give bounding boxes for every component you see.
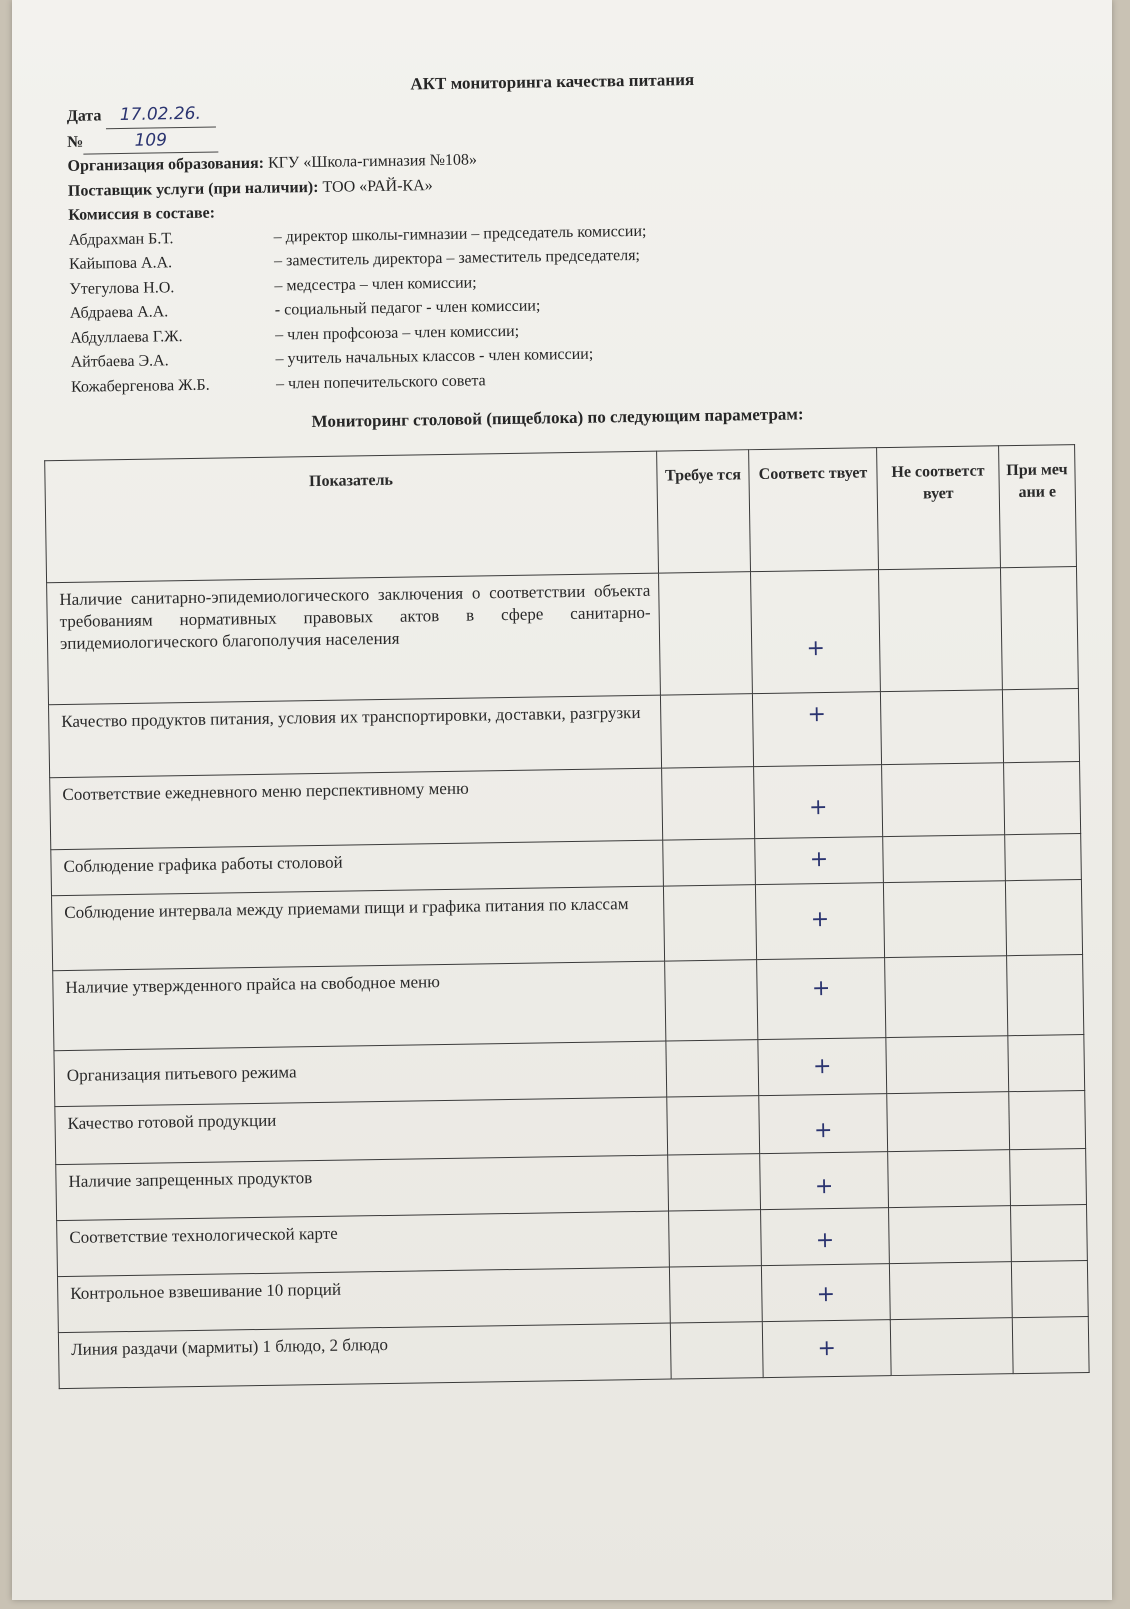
- member-role: – медсестра – член комиссии;: [274, 273, 477, 295]
- supplier-value: ТОО «РАЙ-КА»: [322, 176, 433, 196]
- member-role: – член попечительского совета: [275, 371, 486, 393]
- indicator-cell: Качество готовой продукции: [55, 1097, 668, 1165]
- required-cell: [669, 1210, 762, 1267]
- compliant-mark: +: [814, 1173, 834, 1200]
- compliant-mark: +: [812, 1053, 832, 1080]
- compliant-mark: +: [809, 846, 829, 873]
- noncompliant-cell: [890, 1318, 1013, 1376]
- note-cell: [1007, 955, 1084, 1036]
- compliant-cell: [751, 570, 881, 694]
- required-cell: [666, 1040, 759, 1097]
- noncompliant-cell: [885, 956, 1008, 1038]
- document-meta: [67, 90, 972, 400]
- indicator-cell: Соответствие ежедневного меню перспективному меню: [50, 768, 663, 850]
- noncompliant-cell: [889, 1206, 1012, 1264]
- document-title: АКТ мониторинга качества питания: [410, 70, 695, 94]
- compliant-mark: +: [811, 975, 831, 1002]
- required-cell: [670, 1322, 763, 1379]
- indicator-cell: Организация питьевого режима: [54, 1041, 667, 1107]
- header-required: Требуе тся: [657, 450, 751, 573]
- member-name: Абдраева А.А.: [69, 303, 169, 322]
- compliant-cell: [759, 1094, 888, 1154]
- compliant-mark: +: [808, 795, 828, 821]
- member-name: Утегулова Н.О.: [69, 278, 175, 298]
- compliant-cell: [760, 1152, 889, 1210]
- note-cell: [1000, 567, 1078, 690]
- note-cell: [1005, 834, 1082, 881]
- member-role: – член профсоюза – член комиссии;: [275, 322, 520, 344]
- date-label: Дата: [66, 107, 102, 125]
- commission-members: [69, 214, 972, 400]
- organization-value: КГУ «Школа-гимназия №108»: [267, 151, 478, 172]
- required-cell: [659, 572, 753, 695]
- required-cell: [665, 960, 758, 1041]
- compliant-cell: [761, 1208, 890, 1266]
- noncompliant-cell: [886, 1036, 1009, 1094]
- note-cell: [1008, 1035, 1085, 1092]
- required-cell: [663, 885, 756, 961]
- noncompliant-cell: [889, 1262, 1012, 1320]
- supplier-label: Поставщик услуги (при наличии):: [67, 178, 319, 200]
- organization-label: Организация образования:: [67, 154, 265, 175]
- section-title: Мониторинг столовой (пищеблока) по следующим параметрам:: [311, 404, 804, 432]
- compliant-cell: [754, 765, 883, 839]
- member-role: – заместитель директора – заместитель председателя;: [273, 246, 641, 270]
- indicator-cell: Соблюдение интервала между приемами пищи и графика питания по классам: [52, 886, 665, 971]
- member-role: – учитель начальных классов - член комиссии;: [275, 345, 594, 368]
- compliant-mark: +: [816, 1281, 836, 1308]
- compliant-mark: +: [810, 906, 830, 933]
- note-cell: [1005, 880, 1082, 956]
- paper-sheet: [12, 0, 1112, 1600]
- noncompliant-cell: [878, 568, 1002, 692]
- compliant-cell: [758, 1038, 887, 1096]
- indicator-cell: Соответствие технологической карте: [57, 1211, 670, 1277]
- compliant-mark: +: [815, 1227, 835, 1254]
- table-row: [47, 567, 1079, 705]
- header-compliant: Соответс твует: [749, 448, 879, 572]
- number-value: 109: [83, 127, 218, 155]
- required-cell: [660, 694, 753, 768]
- monitoring-table: [44, 444, 1089, 1389]
- member-role: - социальный педагог - член комиссии;: [274, 297, 541, 319]
- header-noncompliant: Не соответст вует: [877, 446, 1001, 570]
- compliant-cell: [761, 1264, 890, 1322]
- note-cell: [1011, 1260, 1088, 1317]
- noncompliant-cell: [883, 835, 1006, 883]
- noncompliant-cell: [880, 690, 1003, 765]
- noncompliant-cell: [887, 1092, 1010, 1152]
- header-indicator: Показатель: [45, 451, 659, 583]
- number-label: №: [67, 133, 84, 151]
- note-cell: [1004, 762, 1081, 835]
- indicator-cell: Наличие утвержденного прайса на свободное меню: [53, 961, 666, 1051]
- table-header-row: [45, 445, 1077, 583]
- compliant-cell: [755, 837, 884, 885]
- document-content: [1, 0, 1126, 1609]
- indicator-cell: Линия раздачи (мармиты) 1 блюдо, 2 блюдо: [58, 1323, 671, 1389]
- required-cell: [662, 767, 755, 840]
- indicator-cell: Соблюдение графика работы столовой: [51, 840, 664, 896]
- compliant-cell: [762, 1320, 891, 1378]
- commission-label: Комиссия в составе:: [68, 204, 216, 224]
- member-name: Кожабергенова Ж.Б.: [70, 376, 210, 396]
- compliant-cell: [755, 883, 884, 960]
- header-note: При меч ани е: [999, 445, 1077, 568]
- indicator-cell: Наличие запрещенных продуктов: [56, 1155, 669, 1221]
- compliant-mark: +: [806, 636, 826, 662]
- required-cell: [667, 1096, 760, 1155]
- member-name: Абдуллаева Г.Ж.: [70, 327, 183, 347]
- compliant-cell: [752, 692, 881, 767]
- note-cell: [1009, 1090, 1086, 1149]
- note-cell: [1010, 1148, 1087, 1205]
- indicator-cell: Контрольное взвешивание 10 порций: [57, 1267, 670, 1333]
- noncompliant-cell: [883, 881, 1006, 958]
- member-role: – директор школы-гимназии – председатель комиссии;: [273, 222, 647, 246]
- required-cell: [669, 1266, 762, 1323]
- member-name: Айтбаева Э.А.: [70, 352, 169, 371]
- indicator-cell: Наличие санитарно-эпидемиологического заключения о соответствии объекта требованиям нормативных правовых актов в сфере санитарно-эпидемиологического благополучия населения: [47, 573, 661, 705]
- compliant-mark: +: [817, 1335, 837, 1362]
- required-cell: [663, 839, 756, 886]
- compliant-mark: +: [813, 1117, 833, 1144]
- note-cell: [1002, 689, 1079, 763]
- member-name: Кайыпова А.А.: [68, 254, 173, 273]
- member-name: Абдрахман Б.Т.: [68, 229, 174, 249]
- compliant-cell: [757, 958, 886, 1040]
- note-cell: [1010, 1204, 1087, 1261]
- date-value: 17.02.26.: [105, 102, 215, 129]
- indicator-cell: Качество продуктов питания, условия их транспортировки, доставки, разгрузки: [49, 695, 662, 778]
- noncompliant-cell: [888, 1150, 1011, 1208]
- required-cell: [668, 1154, 761, 1211]
- note-cell: [1012, 1316, 1089, 1373]
- compliant-mark: +: [807, 702, 827, 728]
- noncompliant-cell: [882, 763, 1005, 837]
